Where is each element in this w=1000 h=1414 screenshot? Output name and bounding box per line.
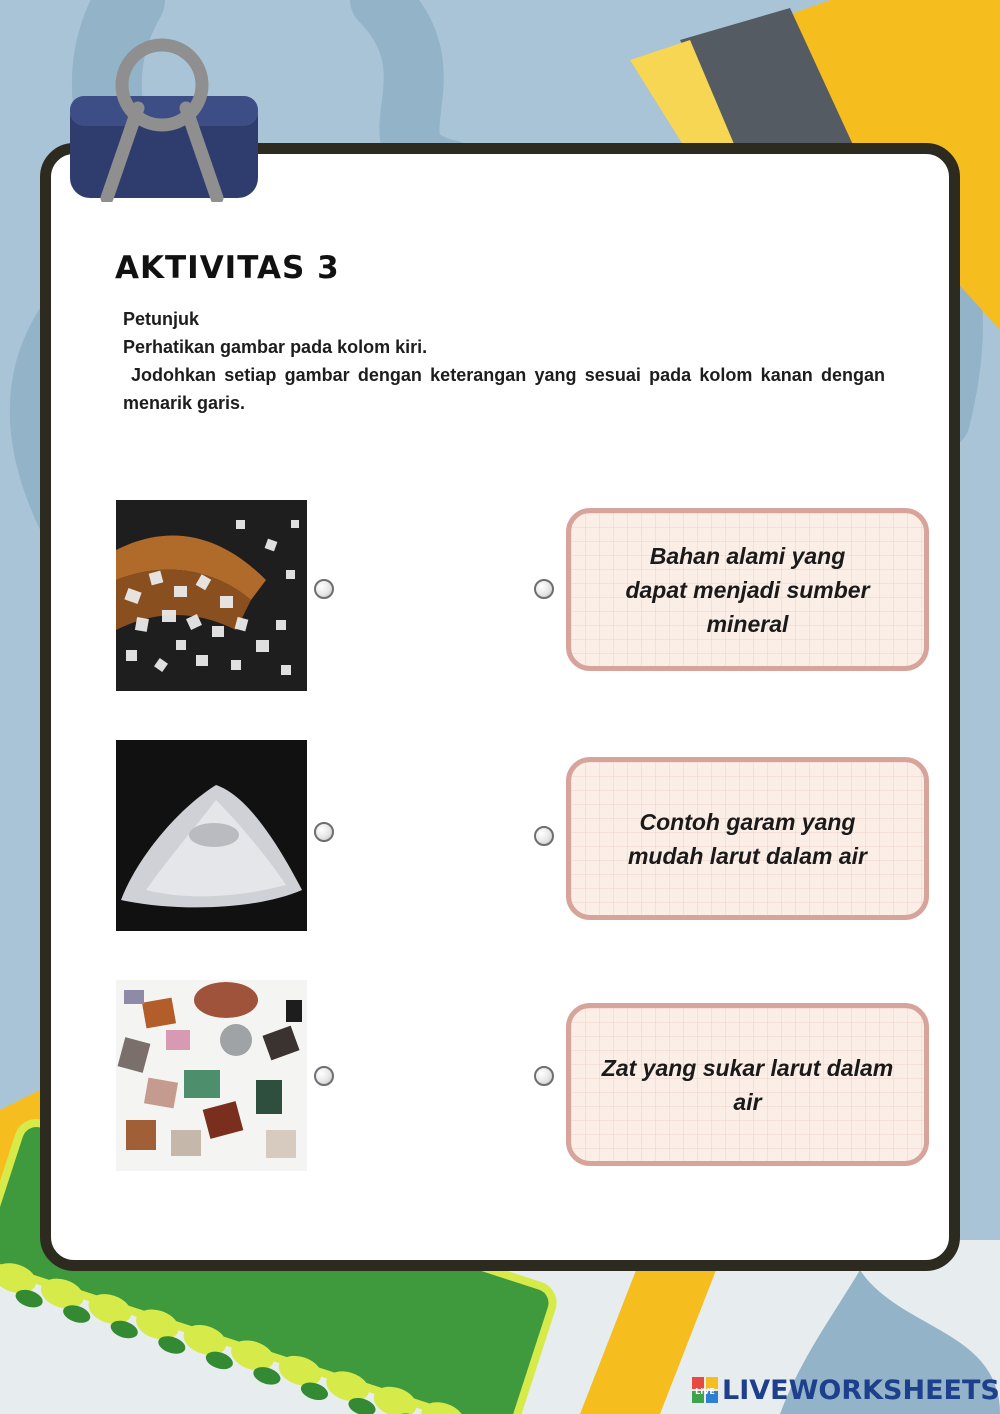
answer-text-2: Contoh garam yang mudah larut dalam air — [627, 808, 867, 869]
white-powder-image — [116, 740, 307, 931]
left-connector-dot-1[interactable] — [314, 579, 334, 599]
liveworksheets-logo-text: LIVEWORKSHEETS — [722, 1374, 1000, 1406]
liveworksheets-logo-icon — [692, 1377, 718, 1403]
right-connector-dot-3[interactable] — [534, 1066, 554, 1086]
answer-box-3[interactable] — [566, 1003, 929, 1166]
left-connector-dot-2[interactable] — [314, 822, 334, 842]
mineral-rocks-image — [116, 980, 307, 1171]
svg-text:LIVE: LIVE — [695, 1387, 715, 1396]
answer-box-1[interactable] — [566, 508, 929, 671]
page-title: AKTIVITAS 3 — [115, 250, 340, 286]
liveworksheets-logo[interactable] — [692, 1372, 1000, 1408]
right-connector-dot-1[interactable] — [534, 579, 554, 599]
answer-box-2[interactable] — [566, 757, 929, 920]
binder-clip-icon — [62, 30, 267, 202]
instructions — [123, 305, 885, 417]
salt-crystals-image — [116, 500, 307, 691]
instructions-line-1: Perhatikan gambar pada kolom kiri. — [123, 337, 428, 357]
left-connector-dot-3[interactable] — [314, 1066, 334, 1086]
answer-text-1: Bahan alami yang dapat menjadi sumber mineral — [625, 542, 870, 637]
instructions-heading: Petunjuk — [123, 309, 200, 329]
instructions-line-2: Jodohkan setiap gambar dengan keterangan yang sesuai pada kolom kanan dengan menarik garis. — [123, 365, 885, 413]
right-connector-dot-2[interactable] — [534, 826, 554, 846]
answer-text-3: Zat yang sukar larut dalam air — [601, 1054, 894, 1115]
